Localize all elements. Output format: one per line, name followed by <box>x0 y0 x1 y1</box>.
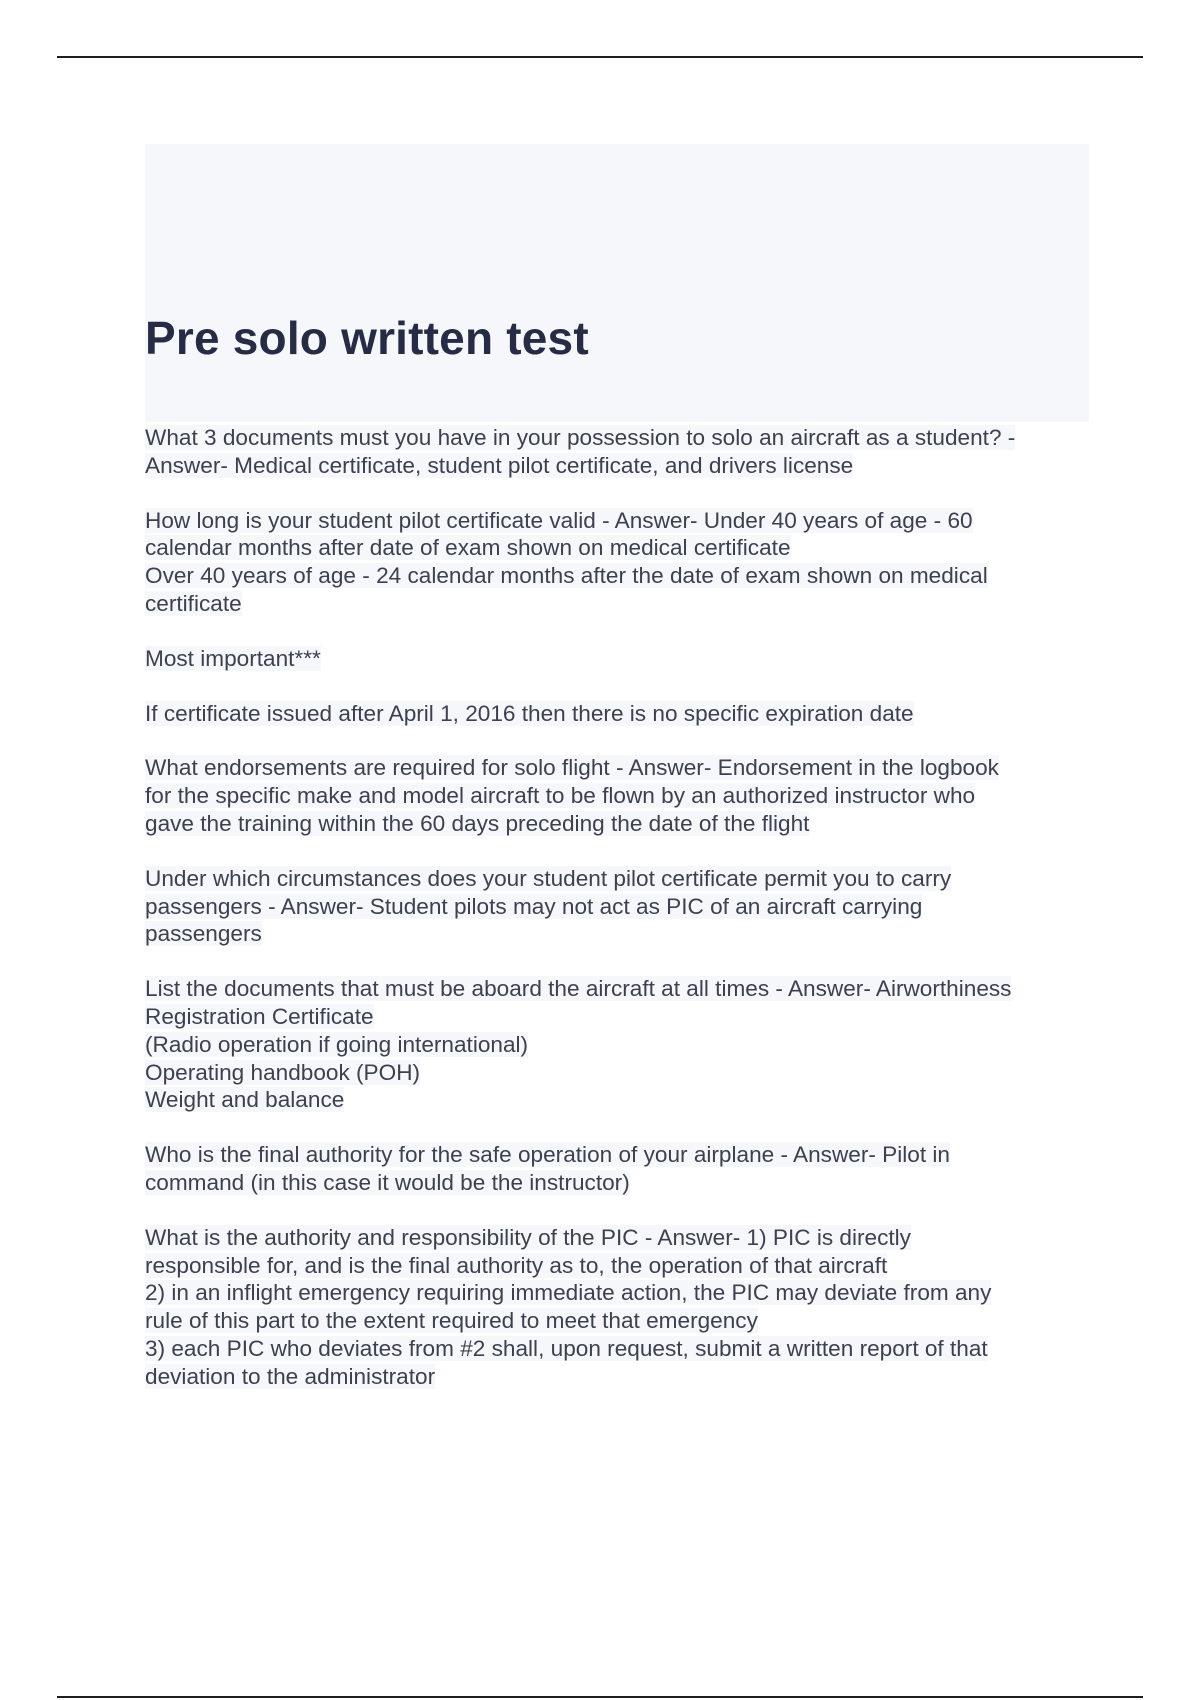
text-line-content: Over 40 years of age - 24 calendar months after the date of exam shown on medical <box>145 563 988 589</box>
top-rule <box>57 56 1143 58</box>
text-line <box>145 1307 1085 1335</box>
text-line-content: responsible for, and is the final authority as to, the operation of that aircraft <box>145 1252 888 1278</box>
qa-paragraph <box>145 1141 1085 1197</box>
text-line <box>145 424 1085 452</box>
qa-paragraph <box>145 424 1085 480</box>
text-line-content: for the specific make and model aircraft to be flown by an authorized instructor who <box>145 783 976 809</box>
text-line <box>145 534 1085 562</box>
text-line <box>145 1252 1085 1280</box>
text-line-content: (Radio operation if going international) <box>145 1031 529 1057</box>
document-body <box>145 424 1085 1418</box>
qa-paragraph <box>145 975 1085 1114</box>
text-line <box>145 865 1085 893</box>
text-line <box>145 700 1085 728</box>
text-line-content: What endorsements are required for solo flight - Answer- Endorsement in the logbook <box>145 755 999 781</box>
text-line-content: rule of this part to the extent required to meet that emergency <box>145 1308 758 1334</box>
text-line-content: Most important*** <box>145 645 321 671</box>
text-line <box>145 507 1085 535</box>
text-line-content: passengers - Answer- Student pilots may not act as PIC of an aircraft carrying <box>145 893 923 919</box>
text-line-content: passengers <box>145 921 262 947</box>
text-line-content: certificate <box>145 590 242 616</box>
text-line <box>145 452 1085 480</box>
text-line-content: command (in this case it would be the instructor) <box>145 1169 630 1195</box>
text-line-content: Answer- Medical certificate, student pilot certificate, and drivers license <box>145 452 854 478</box>
text-line-content: What 3 documents must you have in your possession to solo an aircraft as a student? - <box>145 425 1016 450</box>
text-line-content: Who is the final authority for the safe operation of your airplane - Answer- Pilot in <box>145 1142 951 1168</box>
text-line <box>145 782 1085 810</box>
text-line-content: gave the training within the 60 days preceding the date of the flight <box>145 810 810 836</box>
qa-paragraph <box>145 865 1085 948</box>
text-line-content: Operating handbook (POH) <box>145 1059 421 1085</box>
text-line-content: deviation to the administrator <box>145 1363 436 1389</box>
text-line-content: Registration Certificate <box>145 1003 374 1029</box>
text-line <box>145 562 1085 590</box>
text-line <box>145 1086 1085 1114</box>
qa-paragraph <box>145 754 1085 837</box>
text-line <box>145 1363 1085 1391</box>
text-line-content: List the documents that must be aboard the aircraft at all times - Answer- Airworthiness <box>145 976 1012 1002</box>
bottom-rule <box>57 1696 1143 1698</box>
qa-paragraph <box>145 1224 1085 1391</box>
text-line <box>145 1224 1085 1252</box>
text-line-content: How long is your student pilot certificate valid - Answer- Under 40 years of age - 60 <box>145 507 973 533</box>
text-line <box>145 1059 1085 1087</box>
qa-paragraph <box>145 507 1085 618</box>
text-line <box>145 645 1085 673</box>
qa-paragraph <box>145 645 1085 673</box>
text-line <box>145 754 1085 782</box>
text-line-content: Weight and balance <box>145 1087 345 1113</box>
text-line-content: 3) each PIC who deviates from #2 shall, upon request, submit a written report of that <box>145 1335 988 1361</box>
text-line-content: What is the authority and responsibility of the PIC - Answer- 1) PIC is directly <box>145 1224 911 1250</box>
text-line <box>145 893 1085 921</box>
text-line <box>145 1279 1085 1307</box>
text-line <box>145 1335 1085 1363</box>
text-line-content: calendar months after date of exam shown on medical certificate <box>145 535 791 561</box>
text-line-content: Under which circumstances does your student pilot certificate permit you to carry <box>145 865 952 891</box>
text-line <box>145 810 1085 838</box>
text-line-content: If certificate issued after April 1, 2016 then there is no specific expiration date <box>145 700 914 726</box>
text-line <box>145 1031 1085 1059</box>
text-line <box>145 590 1085 618</box>
text-line <box>145 920 1085 948</box>
text-line <box>145 1003 1085 1031</box>
text-line <box>145 975 1085 1003</box>
text-line-content: 2) in an inflight emergency requiring immediate action, the PIC may deviate from any <box>145 1280 992 1306</box>
title-band <box>145 144 1089 422</box>
text-line <box>145 1169 1085 1197</box>
text-line <box>145 1141 1085 1169</box>
document-title: Pre solo written test <box>145 312 589 364</box>
qa-paragraph <box>145 700 1085 728</box>
